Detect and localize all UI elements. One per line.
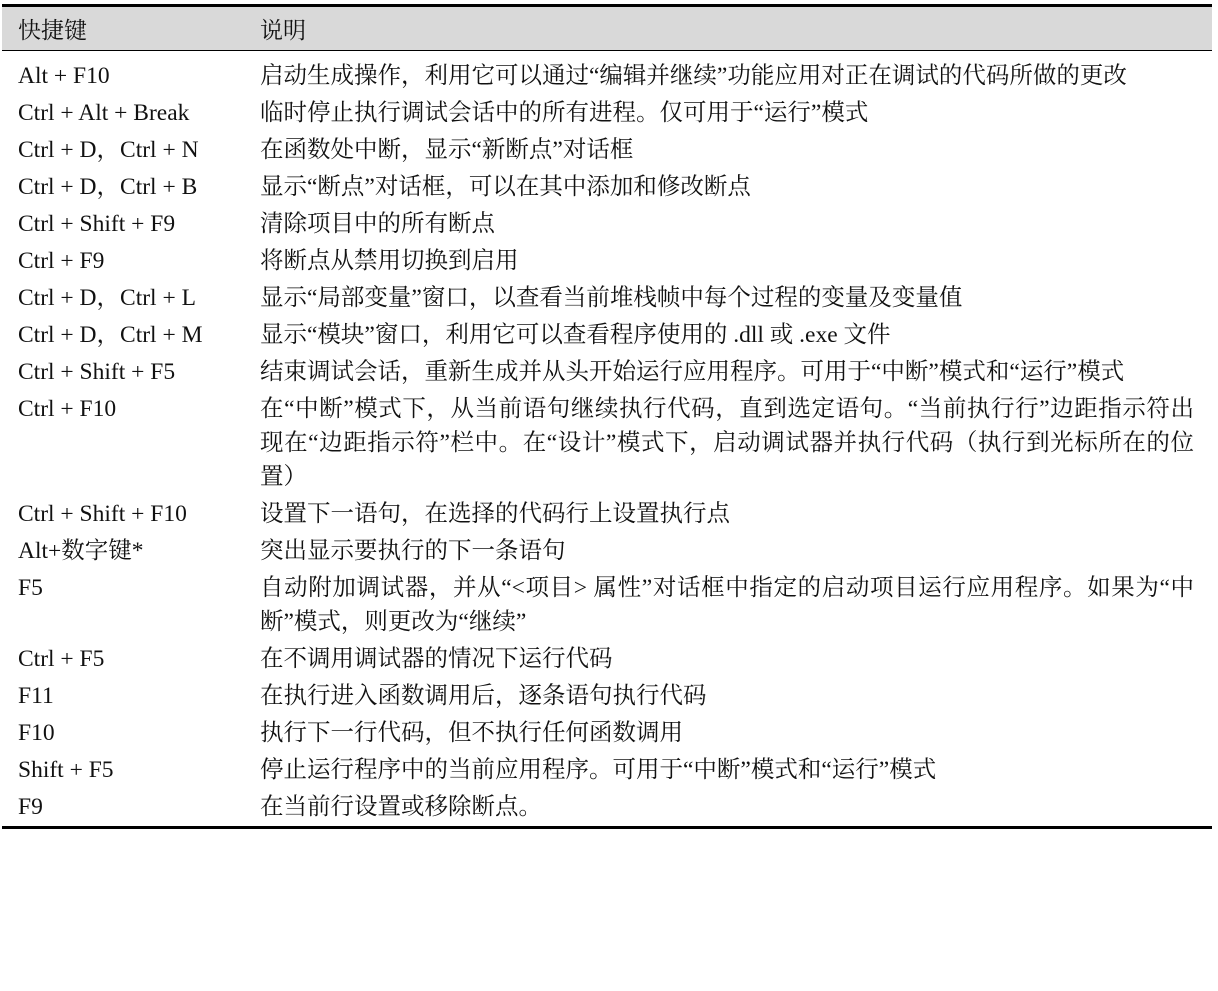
table-row: [2, 167, 1212, 204]
table-row: [2, 639, 1212, 676]
shortcut-description: 清除项目中的所有断点: [260, 211, 495, 237]
header-description: 说明: [260, 18, 306, 44]
table-row: [2, 750, 1212, 787]
shortcut-key: Ctrl + Shift + F10: [18, 501, 187, 527]
table-row: [2, 204, 1212, 241]
shortcut-key: Ctrl + Alt + Break: [18, 100, 190, 126]
shortcut-description: 在当前行设置或移除断点。: [260, 794, 542, 820]
shortcut-description: 在执行进入函数调用后，逐条语句执行代码: [260, 683, 707, 709]
shortcut-key: F10: [18, 720, 55, 746]
table-row: [2, 278, 1212, 315]
shortcut-description: 临时停止执行调试会话中的所有进程。仅可用于“运行”模式: [260, 100, 869, 126]
shortcut-key: Ctrl + F9: [18, 248, 105, 274]
table-row: [2, 531, 1212, 568]
table-body: [2, 51, 1212, 828]
shortcut-description: 在函数处中断，显示“新断点”对话框: [260, 137, 634, 163]
table-row: [2, 315, 1212, 352]
table-row: [2, 389, 1212, 494]
shortcut-description: 显示“模块”窗口，利用它可以查看程序使用的 .dll 或 .exe 文件: [260, 322, 891, 348]
shortcut-key: Ctrl + F5: [18, 646, 105, 672]
shortcut-key: Ctrl + D，Ctrl + B: [18, 174, 198, 200]
shortcut-key: Ctrl + F10: [18, 396, 117, 422]
header-shortcut: 快捷键: [18, 18, 87, 44]
shortcut-description: 突出显示要执行的下一条语句: [260, 538, 566, 564]
table-row: [2, 787, 1212, 828]
shortcut-description: 在“中断”模式下，从当前语句继续执行代码，直到选定语句。“当前执行行”边距指示符出现在“边距指示符”栏中。在“设计”模式下，启动调试器并执行代码（执行到光标所在的位置）: [260, 396, 1194, 490]
shortcut-description: 停止运行程序中的当前应用程序。可用于“中断”模式和“运行”模式: [260, 757, 937, 783]
shortcut-key: F9: [18, 794, 43, 820]
shortcut-description: 在不调用调试器的情况下运行代码: [260, 646, 613, 672]
header-row: [2, 6, 1212, 51]
shortcut-key: Alt+数字键*: [18, 538, 144, 564]
shortcut-key: F5: [18, 575, 43, 601]
shortcut-key: Ctrl + Shift + F9: [18, 211, 176, 237]
shortcut-key: F11: [18, 683, 54, 709]
shortcut-description: 结束调试会话，重新生成并从头开始运行应用程序。可用于“中断”模式和“运行”模式: [260, 359, 1125, 385]
table-row: [2, 568, 1212, 639]
table-row: [2, 93, 1212, 130]
table-row: [2, 713, 1212, 750]
shortcut-key: Ctrl + D，Ctrl + L: [18, 285, 196, 311]
shortcut-key: Ctrl + D，Ctrl + N: [18, 137, 199, 163]
shortcut-description: 显示“局部变量”窗口，以查看当前堆栈帧中每个过程的变量及变量值: [260, 285, 963, 311]
shortcut-description: 设置下一语句，在选择的代码行上设置执行点: [260, 501, 730, 527]
table-row: [2, 130, 1212, 167]
shortcut-key: Shift + F5: [18, 757, 114, 783]
shortcut-description: 自动附加调试器，并从“<项目> 属性”对话框中指定的启动项目运行应用程序。如果为“中断”模式，则更改为“继续”: [260, 575, 1194, 635]
shortcut-description: 执行下一行代码，但不执行任何函数调用: [260, 720, 683, 746]
shortcut-key: Alt + F10: [18, 63, 110, 89]
table-row: [2, 676, 1212, 713]
table-row: [2, 241, 1212, 278]
shortcut-description: 启动生成操作，利用它可以通过“编辑并继续”功能应用对正在调试的代码所做的更改: [260, 63, 1127, 89]
table-row: [2, 51, 1212, 94]
table-header: [2, 6, 1212, 51]
shortcut-key: Ctrl + Shift + F5: [18, 359, 176, 385]
shortcut-key: Ctrl + D，Ctrl + M: [18, 322, 203, 348]
shortcut-description: 将断点从禁用切换到启用: [260, 248, 519, 274]
table-row: [2, 494, 1212, 531]
shortcut-description: 显示“断点”对话框，可以在其中添加和修改断点: [260, 174, 751, 200]
shortcut-table: [2, 4, 1212, 829]
shortcut-table-container: [2, 4, 1212, 829]
table-row: [2, 352, 1212, 389]
